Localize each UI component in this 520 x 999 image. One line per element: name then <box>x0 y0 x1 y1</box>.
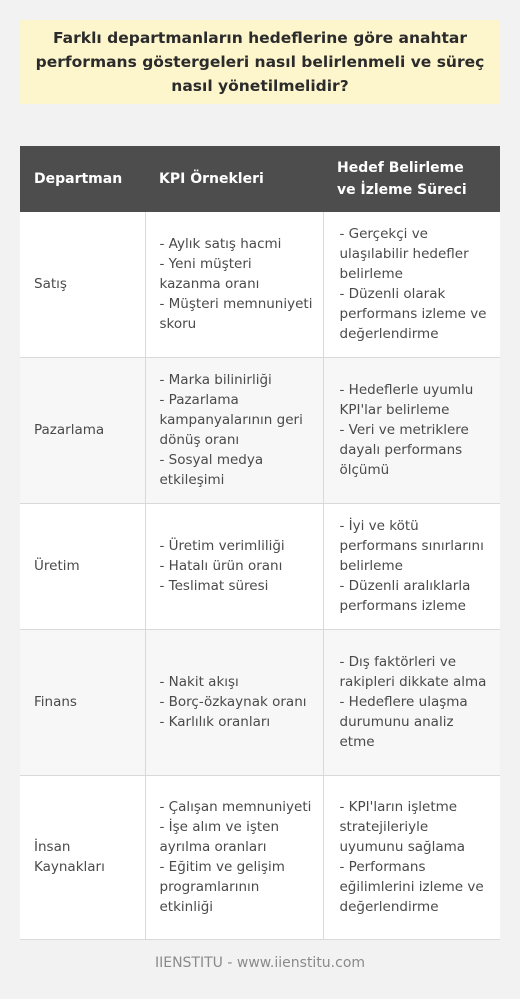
process-item: - Veri ve metriklere dayalı performans ölçümü <box>339 422 469 478</box>
process-item: - İyi ve kötü performans sınırlarını belirleme <box>339 518 484 574</box>
department-cell: Pazarlama <box>20 357 145 503</box>
table-row <box>20 503 500 629</box>
process-item: - Düzenli olarak performans izleme ve değerlendirme <box>339 286 487 343</box>
process-cell <box>323 357 500 503</box>
table-row <box>20 629 500 775</box>
kpi-item: - Borç-özkaynak oranı <box>159 694 307 710</box>
process-cell <box>323 629 500 775</box>
kpi-item: - Yeni müşteri kazanma oranı <box>159 256 260 293</box>
column-header-process: Hedef Belirleme ve İzleme Süreci <box>323 146 500 212</box>
department-cell: Finans <box>20 629 145 775</box>
table-row <box>20 212 500 357</box>
process-item: - Hedeflerle uyumlu KPI'lar belirleme <box>339 382 474 418</box>
kpi-item: - Eğitim ve gelişim programlarının etkinliği <box>159 859 285 915</box>
kpi-cell <box>145 775 323 939</box>
kpi-cell <box>145 212 323 357</box>
kpi-item: - Hatalı ürün oranı <box>159 558 283 574</box>
kpi-item: - Üretim verimliliği <box>159 538 285 554</box>
process-item: - KPI'ların işletme stratejileriyle uyumunu sağlama <box>339 799 466 855</box>
kpi-item: - İşe alım ve işten ayrılma oranları <box>159 819 280 855</box>
process-cell <box>323 212 500 357</box>
process-item: - Düzenli aralıklarla performans izleme <box>339 578 471 614</box>
kpi-item: - Karlılık oranları <box>159 714 271 730</box>
kpi-item: - Aylık satış hacmi <box>159 236 282 253</box>
kpi-item: - Çalışan memnuniyeti <box>159 799 312 815</box>
department-cell: İnsan Kaynakları <box>20 775 145 939</box>
process-item: - Performans eğilimlerini izleme ve değerlendirme <box>339 859 484 915</box>
footer-credit: IIENSTITU - www.iienstitu.com <box>154 955 366 971</box>
kpi-table <box>20 146 500 940</box>
kpi-cell <box>145 357 323 503</box>
process-cell <box>323 775 500 939</box>
table-header-row <box>20 146 500 212</box>
kpi-item: - Marka bilinirliği <box>159 372 272 388</box>
process-item: - Gerçekçi ve ulaşılabilir hedefler belirleme <box>339 226 469 283</box>
process-item: - Hedeflere ulaşma durumunu analiz etme <box>339 694 468 750</box>
kpi-item: - Müşteri memnuniyeti skoru <box>159 296 313 333</box>
page-title: Farklı departmanların hedeflerine göre anahtar performans göstergeleri nasıl belirlenmeli ve süreç nasıl yönetilmelidir? <box>20 20 500 104</box>
kpi-item: - Pazarlama kampanyalarının geri dönüş oranı <box>159 392 303 448</box>
kpi-item: - Teslimat süresi <box>159 578 269 594</box>
table-row <box>20 775 500 939</box>
process-item: - Dış faktörleri ve rakipleri dikkate alma <box>339 654 487 690</box>
kpi-item: - Sosyal medya etkileşimi <box>159 452 264 488</box>
column-header-kpi-examples: KPI Örnekleri <box>145 146 323 212</box>
kpi-item: - Nakit akışı <box>159 674 239 690</box>
column-header-department: Departman <box>20 146 145 212</box>
process-cell <box>323 503 500 629</box>
kpi-cell <box>145 503 323 629</box>
department-cell: Üretim <box>20 503 145 629</box>
department-cell: Satış <box>20 212 145 357</box>
table-row <box>20 357 500 503</box>
kpi-cell <box>145 629 323 775</box>
